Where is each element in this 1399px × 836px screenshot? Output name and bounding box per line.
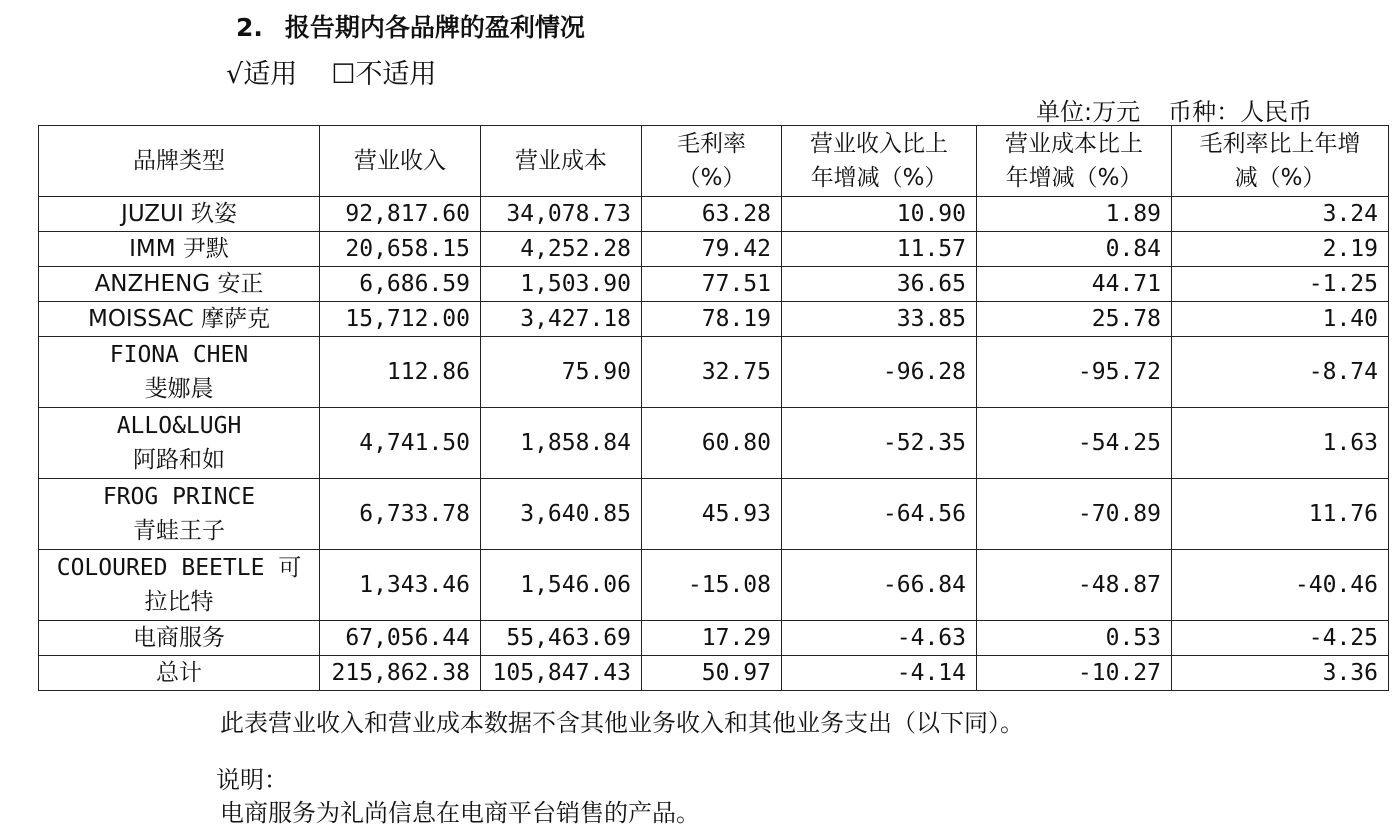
cost-cell: 105,847.43 — [481, 656, 642, 691]
applicability-options — [226, 52, 436, 91]
revenue-cell: 112.86 — [320, 337, 481, 408]
cost-change-cell: 25.78 — [977, 302, 1172, 337]
cost-change-cell: -70.89 — [977, 479, 1172, 550]
table-row — [39, 232, 1389, 267]
cost-cell: 75.90 — [481, 337, 642, 408]
table-row — [39, 197, 1389, 232]
margin-cell: 63.28 — [642, 197, 782, 232]
cost-cell: 3,640.85 — [481, 479, 642, 550]
revenue-cell: 215,862.38 — [320, 656, 481, 691]
table-row — [39, 621, 1389, 656]
cost-change-cell: 0.53 — [977, 621, 1172, 656]
cost-change-cell: 0.84 — [977, 232, 1172, 267]
cost-cell: 55,463.69 — [481, 621, 642, 656]
margin-cell: 32.75 — [642, 337, 782, 408]
cost-cell: 1,546.06 — [481, 550, 642, 621]
table-row — [39, 408, 1389, 479]
revenue-change-cell: -66.84 — [782, 550, 977, 621]
table-row — [39, 302, 1389, 337]
cost-change-cell: 1.89 — [977, 197, 1172, 232]
currency-label: 币种：人民币 — [1168, 98, 1313, 126]
section-title: 报告期内各品牌的盈利情况 — [284, 13, 585, 42]
cost-change-cell: -95.72 — [977, 337, 1172, 408]
margin-change-cell: 1.40 — [1172, 302, 1389, 337]
applies-label: 适用 — [243, 59, 298, 90]
revenue-cell: 1,343.46 — [320, 550, 481, 621]
revenue-change-cell: 36.65 — [782, 267, 977, 302]
explanation-label: 说明： — [216, 766, 288, 794]
brand-cell: COLOURED BEETLE 可 拉比特 — [39, 550, 320, 621]
revenue-cell: 15,712.00 — [320, 302, 481, 337]
header-margin-change: 毛利率比上年增 减（%） — [1172, 126, 1389, 197]
brand-cell: IMM 尹默 — [39, 232, 320, 267]
cost-change-cell: -54.25 — [977, 408, 1172, 479]
section-number: 2. — [236, 13, 263, 42]
header-cost-change: 营业成本比上 年增减（%） — [977, 126, 1172, 197]
header-margin: 毛利率 （%） — [642, 126, 782, 197]
not-applies-label: 不适用 — [355, 59, 437, 90]
margin-cell: 17.29 — [642, 621, 782, 656]
margin-change-cell: 11.76 — [1172, 479, 1389, 550]
revenue-cell: 6,686.59 — [320, 267, 481, 302]
table-row-total — [39, 656, 1389, 691]
revenue-cell: 67,056.44 — [320, 621, 481, 656]
margin-cell: -15.08 — [642, 550, 782, 621]
revenue-change-cell: 11.57 — [782, 232, 977, 267]
brand-cell: FROG PRINCE 青蛙王子 — [39, 479, 320, 550]
cost-cell: 3,427.18 — [481, 302, 642, 337]
margin-cell: 50.97 — [642, 656, 782, 691]
brand-cell: JUZUI 玖姿 — [39, 197, 320, 232]
margin-change-cell: -4.25 — [1172, 621, 1389, 656]
unit-label: 单位:万元 — [1036, 98, 1141, 126]
margin-cell: 77.51 — [642, 267, 782, 302]
header-revenue: 营业收入 — [320, 126, 481, 197]
brand-cell: FIONA CHEN 斐娜晨 — [39, 337, 320, 408]
brand-cell: 电商服务 — [39, 621, 320, 656]
section-heading — [236, 8, 585, 44]
cost-cell: 4,252.28 — [481, 232, 642, 267]
cost-cell: 1,503.90 — [481, 267, 642, 302]
revenue-change-cell: 10.90 — [782, 197, 977, 232]
margin-change-cell: -40.46 — [1172, 550, 1389, 621]
margin-change-cell: -8.74 — [1172, 337, 1389, 408]
table-row — [39, 550, 1389, 621]
table-row — [39, 267, 1389, 302]
margin-change-cell: 3.36 — [1172, 656, 1389, 691]
cost-change-cell: -48.87 — [977, 550, 1172, 621]
table-header-row — [39, 126, 1389, 197]
margin-change-cell: -1.25 — [1172, 267, 1389, 302]
margin-cell: 60.80 — [642, 408, 782, 479]
revenue-cell: 6,733.78 — [320, 479, 481, 550]
revenue-change-cell: -52.35 — [782, 408, 977, 479]
applies-option — [226, 59, 297, 90]
cost-change-cell: -10.27 — [977, 656, 1172, 691]
checkmark-icon: √ — [226, 59, 244, 90]
header-brand: 品牌类型 — [39, 126, 320, 197]
revenue-change-cell: -96.28 — [782, 337, 977, 408]
margin-change-cell: 1.63 — [1172, 408, 1389, 479]
cost-cell: 34,078.73 — [481, 197, 642, 232]
cost-cell: 1,858.84 — [481, 408, 642, 479]
margin-cell: 79.42 — [642, 232, 782, 267]
brand-cell: MOISSAC 摩萨克 — [39, 302, 320, 337]
empty-checkbox-icon: ☐ — [331, 59, 356, 90]
header-revenue-change: 营业收入比上 年增减（%） — [782, 126, 977, 197]
table-note: 此表营业收入和营业成本数据不含其他业务收入和其他业务支出（以下同）。 — [220, 709, 1024, 737]
revenue-change-cell: 33.85 — [782, 302, 977, 337]
margin-cell: 78.19 — [642, 302, 782, 337]
margin-change-cell: 2.19 — [1172, 232, 1389, 267]
brand-cell: ALLO&LUGH 阿路和如 — [39, 408, 320, 479]
revenue-cell: 4,741.50 — [320, 408, 481, 479]
table-row — [39, 337, 1389, 408]
revenue-cell: 92,817.60 — [320, 197, 481, 232]
revenue-change-cell: -4.63 — [782, 621, 977, 656]
revenue-change-cell: -64.56 — [782, 479, 977, 550]
revenue-cell: 20,658.15 — [320, 232, 481, 267]
revenue-change-cell: -4.14 — [782, 656, 977, 691]
margin-change-cell: 3.24 — [1172, 197, 1389, 232]
cost-change-cell: 44.71 — [977, 267, 1172, 302]
header-cost: 营业成本 — [481, 126, 642, 197]
margin-cell: 45.93 — [642, 479, 782, 550]
brand-cell: ANZHENG 安正 — [39, 267, 320, 302]
brand-cell: 总计 — [39, 656, 320, 691]
brand-profit-table — [38, 125, 1389, 691]
explanation-text: 电商服务为礼尚信息在电商平台销售的产品。 — [220, 799, 700, 827]
not-applies-option — [331, 59, 436, 90]
table-row — [39, 479, 1389, 550]
unit-line — [1036, 92, 1312, 127]
